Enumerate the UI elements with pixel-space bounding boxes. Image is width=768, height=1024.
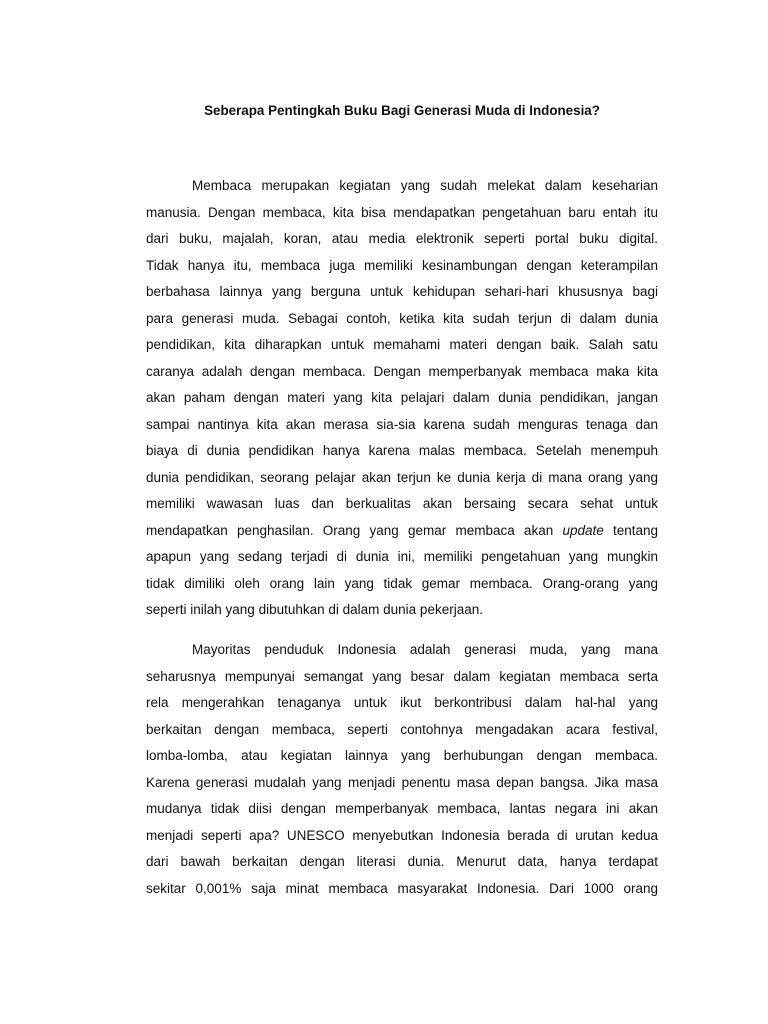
paragraph-line: memiliki wawasan luas dan berkualitas akan bersaing secara sehat untuk	[146, 496, 658, 511]
paragraph-line: seharusnya mempunyai semangat yang besar dalam kegiatan membaca serta	[146, 668, 658, 684]
paragraph-1	[146, 173, 658, 624]
paragraph-line: lomba-lomba, atau kegiatan lainnya yang berhubungan dengan membaca.	[146, 748, 658, 763]
paragraph-line: biaya di dunia pendidikan hanya karena malas membaca. Setelah menempuh	[146, 443, 658, 458]
paragraph-line: apapun yang sedang terjadi di dunia ini, memiliki pengetahuan yang mungkin	[146, 549, 658, 564]
paragraph-line: pendidikan, kita diharapkan untuk memahami materi dengan baik. Salah satu	[146, 337, 658, 352]
paragraph-line: berkaitan dengan membaca, seperti contohnya mengadakan acara festival,	[146, 721, 658, 737]
paragraph-line: para generasi muda. Sebagai contoh, ketika kita sudah terjun di dalam dunia	[146, 310, 658, 326]
paragraph-line: Tidak hanya itu, membaca juga memiliki kesinambungan dengan keterampilan	[146, 257, 658, 273]
paragraph-line: manusia. Dengan membaca, kita bisa mendapatkan pengetahuan baru entah itu	[146, 204, 658, 220]
paragraph-line: dunia pendidikan, seorang pelajar akan terjun ke dunia kerja di mana orang yang	[146, 469, 658, 485]
line-text-tail: tentang	[612, 522, 658, 538]
paragraph-line: mudanya tidak diisi dengan memperbanyak membaca, lantas negara ini akan	[146, 801, 658, 816]
paragraph-line: dari bawah berkaitan dengan literasi dunia. Menurut data, hanya terdapat	[146, 854, 658, 869]
paragraph-line: seperti inilah yang dibutuhkan di dalam dunia pekerjaan.	[146, 602, 483, 617]
paragraph-line: rela mengerahkan tenaganya untuk ikut berkontribusi dalam hal-hal yang	[146, 695, 658, 710]
paragraph-line: berbahasa lainnya yang berguna untuk kehidupan sehari-hari khususnya bagi	[146, 284, 658, 299]
paragraph-line: Karena generasi mudalah yang menjadi penentu masa depan bangsa. Jika masa	[146, 774, 658, 790]
paragraph-line: Membaca merupakan kegiatan yang sudah melekat dalam keseharian	[192, 178, 658, 193]
paragraph-line: akan paham dengan materi yang kita pelajari dalam dunia pendidikan, jangan	[146, 390, 658, 405]
paragraph-line: sampai nantinya kita akan merasa sia-sia karena sudah menguras tenaga dan	[146, 416, 658, 432]
document-title: Seberapa Pentingkah Buku Bagi Generasi Muda di Indonesia?	[204, 103, 600, 118]
paragraph-line: tidak dimiliki oleh orang lain yang tidak gemar membaca. Orang-orang yang	[146, 575, 658, 591]
paragraph-line-with-italic	[146, 518, 658, 545]
paragraph-line: caranya adalah dengan membaca. Dengan memperbanyak membaca maka kita	[146, 363, 658, 379]
paragraph-line: Mayoritas penduduk Indonesia adalah generasi muda, yang mana	[192, 642, 658, 657]
paragraph-line: menjadi seperti apa? UNESCO menyebutkan Indonesia berada di urutan kedua	[146, 827, 658, 843]
italic-word: update	[562, 522, 604, 538]
paragraph-2	[146, 637, 658, 902]
paragraph-line: dari buku, majalah, koran, atau media elektronik seperti portal buku digital.	[146, 231, 658, 246]
paragraph-line: sekitar 0,001% saja minat membaca masyarakat Indonesia. Dari 1000 orang	[146, 880, 658, 896]
line-text: mendapatkan penghasilan. Orang yang gemar membaca akan	[146, 522, 554, 538]
